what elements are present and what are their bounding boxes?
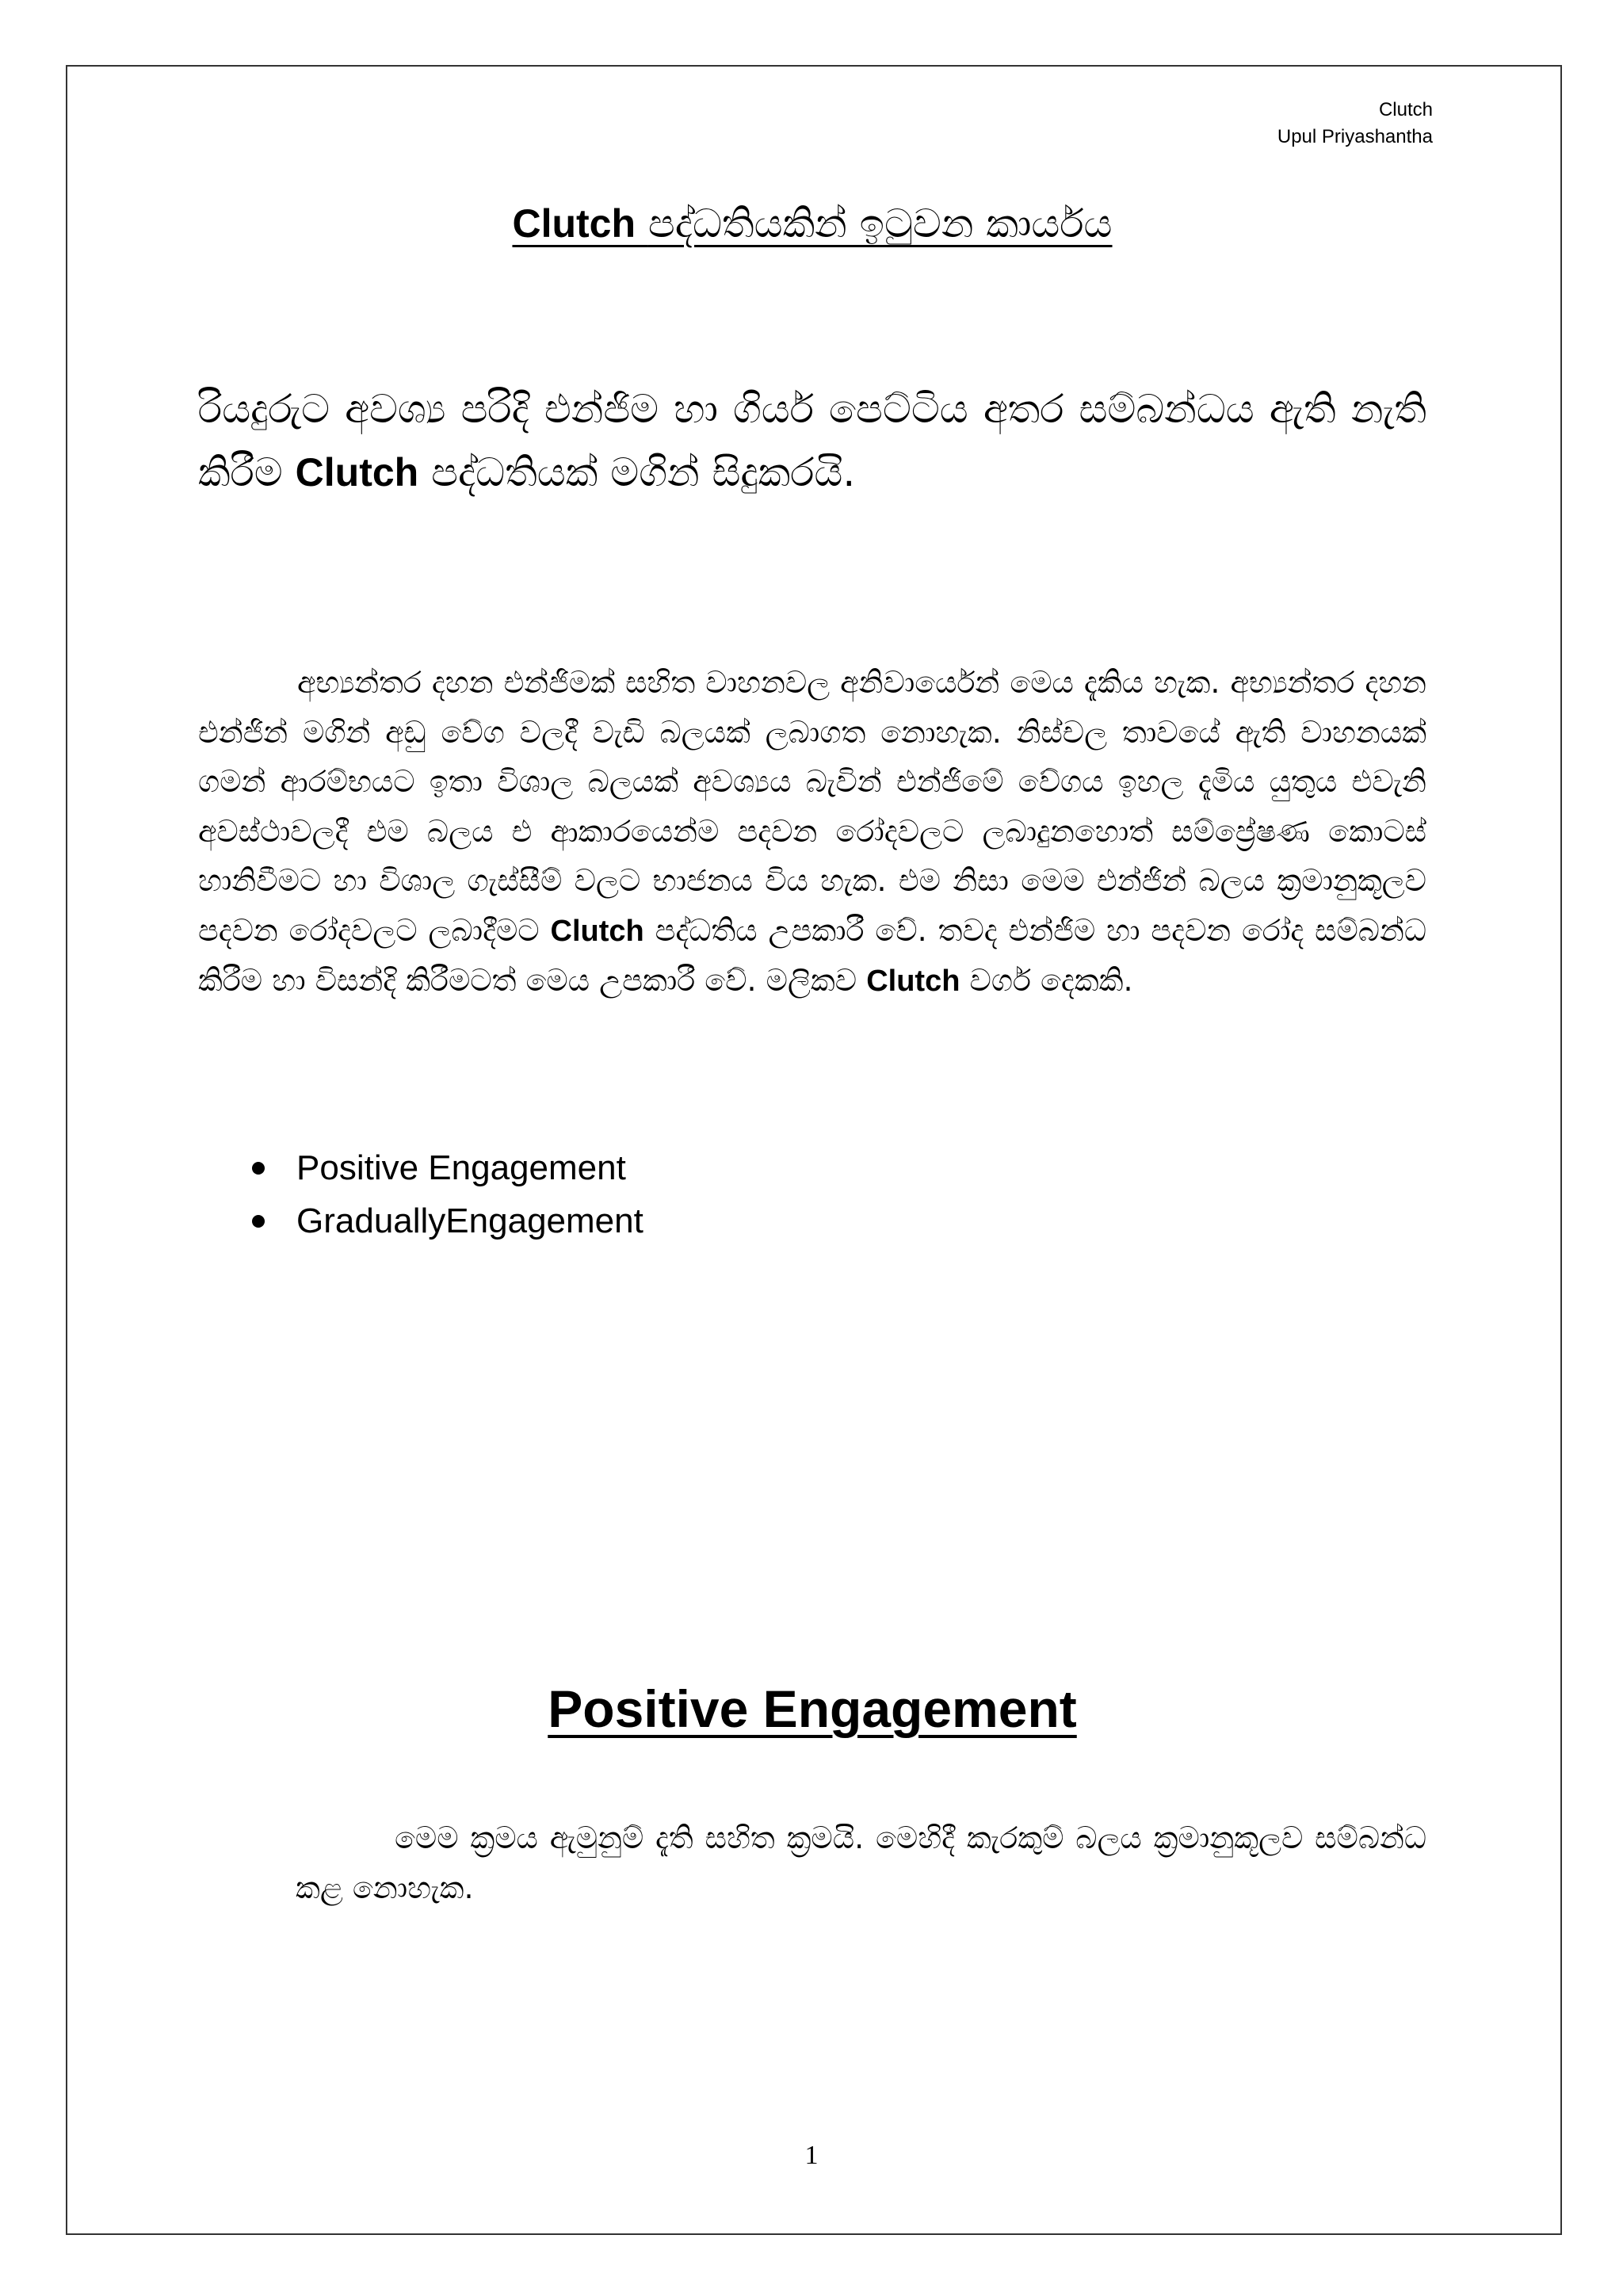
lead-paragraph	[198, 377, 1426, 504]
section-paragraph: මෙම ක්‍රමය ඇමුනුම් දැති සහිත ක්‍රමයි. මෙහිදී කැරකුම් බලය ක්‍රමානුකූලව සම්බන්ධ කළ නොහැක.	[296, 1820, 1426, 1905]
body-text-3: වර්ග දෙකකි.	[969, 963, 1133, 998]
section-heading	[198, 1677, 1426, 1740]
body-text-2: පද්ධතිය උපකාරී වේ. තවද එන්ජිම හා පදවන රෝද සම්බන්ධ කිරීම හා විසන්දි කිරීමටත් මෙය උපකාරී වේ. මලිකව	[198, 912, 1426, 998]
title-latin: Clutch	[512, 201, 636, 246]
list-item-label: GraduallyEngagement	[296, 1201, 643, 1240]
lead-text-1: රියදුරුට අවශ්‍ය පරිදි එන්ජිම හා ගියර් පෙට්ටිය අතර සම්බන්ධය ඇති නැති කිරීම	[198, 386, 1426, 495]
bullet-icon	[252, 1215, 265, 1228]
lead-latin: Clutch	[295, 450, 419, 495]
body-paragraph	[198, 658, 1426, 1007]
list-item	[247, 1141, 643, 1194]
title-sinhala: පද්ධතියකින් ඉටුවන කාර්යය	[647, 201, 1113, 246]
body-latin-1: Clutch	[550, 914, 644, 948]
page-number: 1	[804, 2141, 819, 2170]
lead-text-2: පද්ධතියක් මගින් සිදුකරයි.	[431, 449, 856, 495]
list-item-label: Positive Engagement	[296, 1148, 626, 1187]
section-heading-text: Positive Engagement	[548, 1679, 1077, 1738]
header-title: Clutch	[1378, 99, 1433, 120]
bullet-icon	[252, 1162, 265, 1175]
list-item	[247, 1194, 643, 1247]
body-latin-2: Clutch	[866, 965, 960, 998]
header-author: Upul Priyashantha	[1277, 126, 1433, 147]
engagement-types-list	[247, 1141, 643, 1247]
body-text-1: අභ්‍යන්තර දහන එන්ජිමක් සහිත වාහනවල අනිවාර්යෙන් මෙය දැකිය හැක. අභ්‍යන්තර දහන එන්ජින් මගින් අඩු වේග වලදී වැඩි බලයක් ලබාගත නොහැක. නිස්චල තාවයේ ඇති වාහනයක් ගමන් ආරම්භයට ඉතා විශාල බලයක් අවශ්‍යය බැවින් එන්ජිමේ වේගය ඉහල දැමිය යුතුය එවැනි අවස්ථාවලදී එම බලය එ ආකාරයෙන්ම පදවන රෝදවලට ලබාදුනහොත් සම්ප්‍රේෂණ කොටස් හානිවීමට හා විශාල ගැස්සීම් වලට භාජනය විය හැක. එම නිසා මෙම එන්ජින් බලය ක්‍රමානුකූලව පදවන රෝදවලට ලබාදීමට	[198, 665, 1426, 948]
running-header	[1277, 97, 1433, 151]
page-title	[198, 195, 1426, 252]
